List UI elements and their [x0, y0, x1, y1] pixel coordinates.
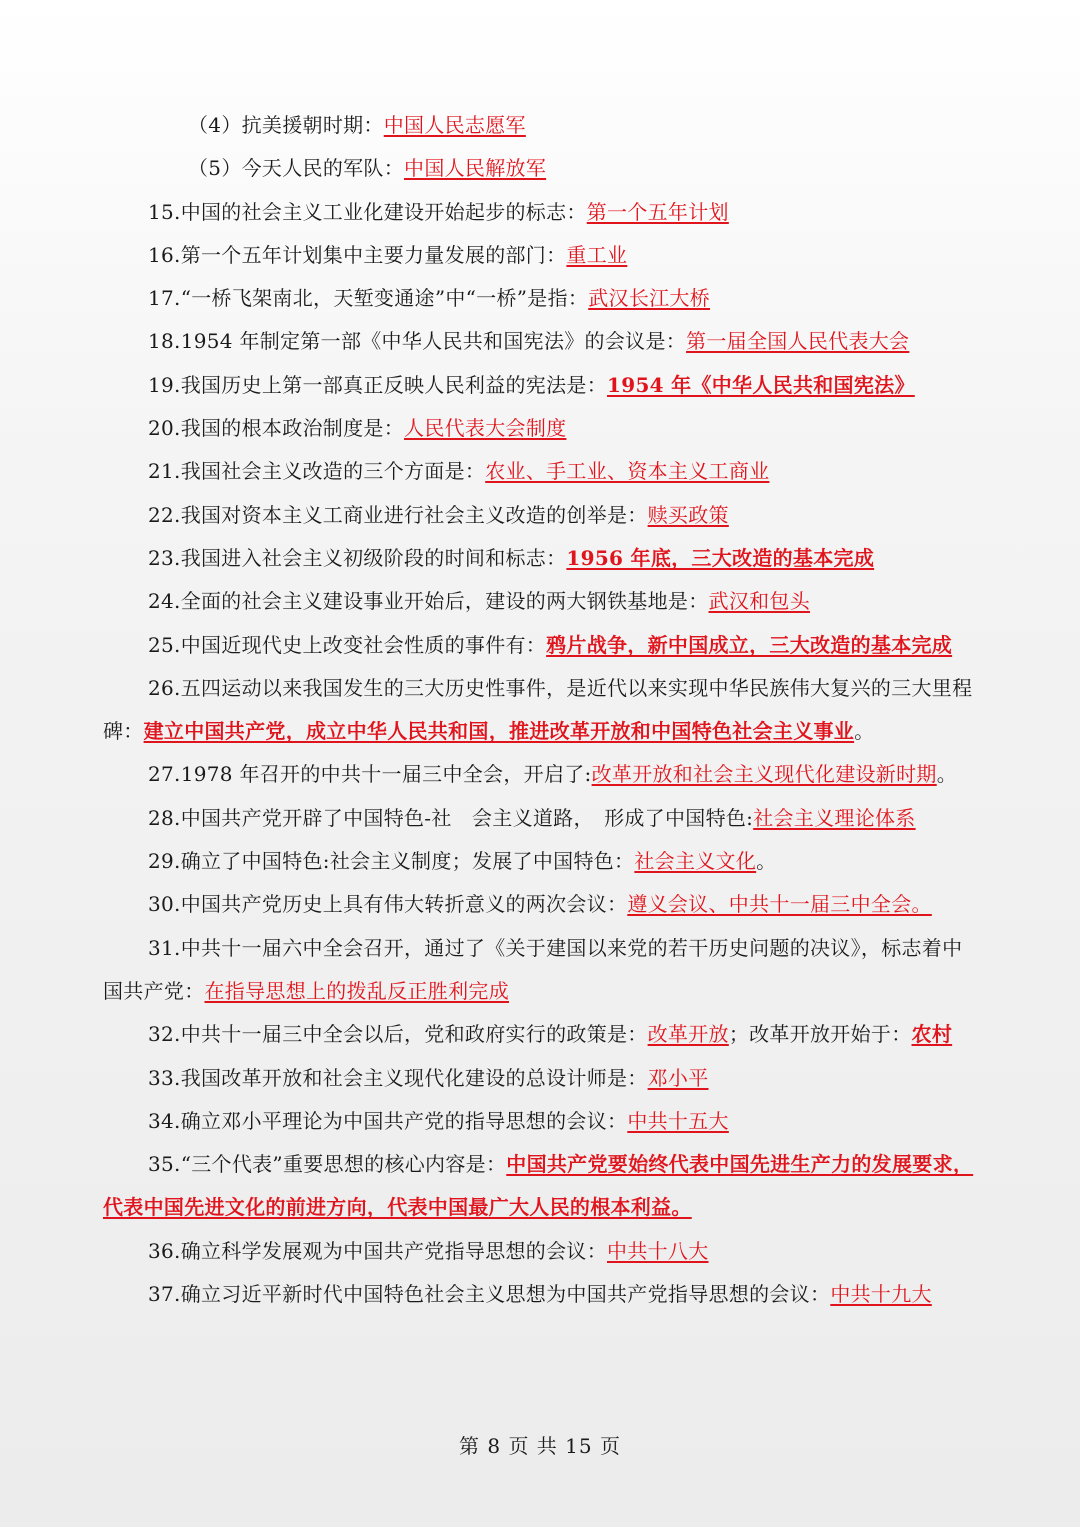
question-text: 33.我国改革开放和社会主义现代化建设的总设计师是： [148, 1065, 648, 1090]
question-text: 19.我国历史上第一部真正反映人民利益的宪法是： [148, 372, 608, 397]
question-text: 30.中国共产党历史上具有伟大转折意义的两次会议： [148, 892, 628, 917]
answer-text: 农业、手工业、资本主义工商业 [485, 459, 770, 484]
qa-item [103, 1230, 979, 1273]
answer-text: 中共十九大 [830, 1282, 932, 1307]
question-text: 23.我国进入社会主义初级阶段的时间和标志： [148, 545, 567, 570]
answer-text: 武汉和包头 [708, 589, 811, 614]
question-text: 36.确立科学发展观为中国共产党指导思想的会议： [148, 1238, 608, 1263]
qa-item [103, 104, 979, 147]
trailing-text: 。 [756, 849, 777, 874]
trailing-text: 。 [936, 762, 958, 787]
question-text: 35.“三个代表”重要思想的核心内容是： [148, 1152, 507, 1177]
qa-item [103, 1273, 979, 1316]
answer-text: 赎买政策 [647, 502, 729, 527]
question-text: （4）抗美援朝时期： [188, 113, 384, 137]
trailing-text: ；改革开放开始于： [728, 1022, 912, 1047]
answer-text: 在指导思想上的拨乱反正胜利完成 [204, 978, 509, 1003]
answer-text: 人民代表大会制度 [404, 416, 567, 441]
qa-list [103, 104, 979, 1316]
question-text: 27.1978 年召开的中共十一届三中全会，开启了: [148, 762, 592, 787]
qa-item [103, 667, 979, 754]
qa-item [103, 450, 979, 493]
answer-text: 鸦片战争，新中国成立，三大改造的基本完成 [546, 632, 953, 657]
qa-item [103, 191, 979, 234]
qa-item [103, 234, 979, 277]
qa-item [103, 580, 979, 623]
qa-item [103, 927, 979, 1014]
page-footer: 第 8 页 共 15 页 [459, 1434, 621, 1458]
question-text: 32.中共十一届三中全会以后，党和政府实行的政策是： [148, 1022, 648, 1047]
question-text: 37.确立习近平新时代中国特色社会主义思想为中国共产党指导思想的会议： [148, 1282, 831, 1307]
question-text: 24.全面的社会主义建设事业开始后，建设的两大钢铁基地是： [148, 589, 709, 614]
answer-text: 中国人民解放军 [404, 156, 547, 181]
question-text: 34.确立邓小平理论为中国共产党的指导思想的会议： [148, 1108, 628, 1133]
qa-item [103, 537, 979, 580]
question-text: 15.中国的社会主义工业化建设开始起步的标志： [148, 199, 587, 224]
question-text: 21.我国社会主义改造的三个方面是： [148, 459, 486, 484]
qa-item [103, 1057, 979, 1100]
qa-item [103, 797, 979, 840]
answer-text: 遵义会议、中共十一届三中全会。 [627, 892, 932, 917]
question-text: 29.确立了中国特色:社会主义制度；发展了中国特色： [148, 849, 635, 874]
qa-item [103, 753, 979, 796]
question-text: 25.中国近现代史上改变社会性质的事件有： [148, 632, 547, 657]
answer-text: 中国人民志愿军 [383, 113, 526, 137]
question-text: 16.第一个五年计划集中主要力量发展的部门： [148, 242, 567, 267]
answer-text: 1956 年底，三大改造的基本完成 [566, 545, 875, 570]
answer-text-2: 农村 [911, 1022, 953, 1047]
qa-item [103, 277, 979, 320]
question-text: 20.我国的根本政治制度是： [148, 416, 405, 441]
answer-text: 建立中国共产党，成立中华人民共和国，推进改革开放和中国特色社会主义事业 [143, 719, 855, 744]
qa-item [103, 883, 979, 926]
question-text: 31.中共十一届六中全会召开，通过了《关于建国以来党的若干历史问题的决议》，标志着中国共产党： [103, 935, 963, 1003]
qa-item [103, 1100, 979, 1143]
qa-item [103, 494, 979, 537]
qa-item [103, 364, 979, 407]
qa-item [103, 1143, 979, 1230]
answer-text: 重工业 [566, 242, 628, 267]
answer-text: 社会主义理论体系 [753, 805, 916, 830]
trailing-text: 。 [854, 719, 875, 744]
question-text: 28.中国共产党开辟了中国特色-社 会主义道路， 形成了中国特色: [148, 805, 754, 830]
qa-item [103, 320, 979, 363]
answer-text: 改革开放 [647, 1022, 729, 1047]
qa-item [103, 840, 979, 883]
answer-text: 社会主义文化 [634, 849, 757, 874]
qa-item [103, 624, 979, 667]
answer-text: 中国共产党要始终代表中国先进生产力的发展要求，代表中国先进文化的前进方向，代表中国最广大人民的根本利益。 [103, 1152, 974, 1220]
question-text: 26.五四运动以来我国发生的三大历史性事件，是近代以来实现中华民族伟大复兴的三大里程碑： [103, 675, 973, 744]
answer-text: 邓小平 [647, 1065, 709, 1090]
answer-text: 第一个五年计划 [586, 199, 729, 224]
answer-text: 武汉长江大桥 [588, 286, 711, 311]
qa-item [103, 147, 979, 190]
qa-item [103, 1013, 979, 1056]
answer-text: 中共十八大 [607, 1238, 709, 1263]
answer-text: 1954 年《中华人民共和国宪法》 [607, 372, 915, 397]
answer-text: 第一届全国人民代表大会 [686, 329, 910, 354]
question-text: （5）今天人民的军队： [188, 156, 405, 181]
question-text: 22.我国对资本主义工商业进行社会主义改造的创举是： [148, 502, 648, 527]
answer-text: 改革开放和社会主义现代化建设新时期 [591, 762, 937, 787]
question-text: 17.“一桥飞架南北，天堑变通途”中“一桥”是指： [148, 286, 589, 311]
question-text: 18.1954 年制定第一部《中华人民共和国宪法》的会议是： [148, 329, 687, 354]
answer-text: 中共十五大 [627, 1108, 729, 1133]
qa-item [103, 407, 979, 450]
